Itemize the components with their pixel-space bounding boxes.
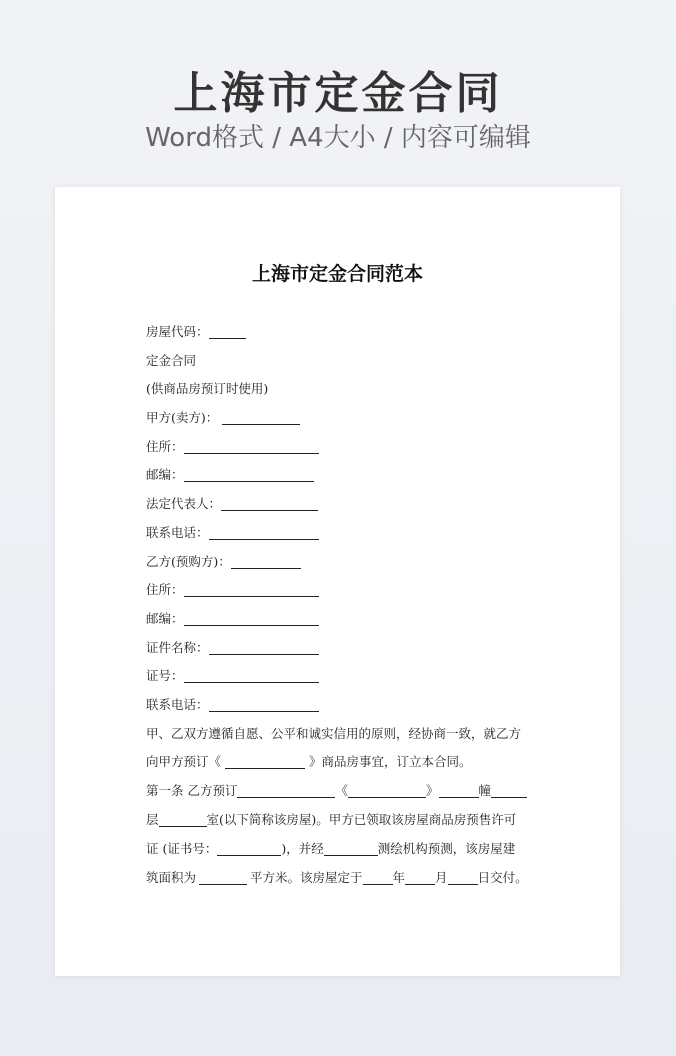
- clause-text: 日交付。: [477, 869, 528, 885]
- clause-text: 平方米。该房屋定于: [250, 869, 363, 885]
- clause-line: [146, 864, 546, 893]
- fill-blank[interactable]: [221, 495, 318, 511]
- clause-line: [146, 777, 546, 806]
- fill-blank[interactable]: [222, 409, 300, 425]
- field-line: [146, 404, 546, 433]
- clause-text: 年: [392, 869, 406, 885]
- field-label: 定金合同: [146, 352, 197, 368]
- clause-text: 》: [426, 783, 439, 799]
- document-page: [55, 187, 620, 976]
- fill-blank[interactable]: [199, 869, 247, 885]
- document-title: 上海市定金合同范本: [251, 263, 423, 285]
- fill-blank[interactable]: [231, 553, 301, 569]
- fill-blank[interactable]: [184, 667, 319, 683]
- page-subtitle: Word格式 / A4大小 / 内容可编辑: [145, 123, 531, 153]
- fill-blank[interactable]: [209, 696, 319, 712]
- paragraph-line: [146, 720, 546, 749]
- paragraph-line: [146, 748, 546, 777]
- field-line: [146, 548, 546, 577]
- fill-blank[interactable]: [184, 610, 319, 626]
- clause-line: [146, 835, 546, 864]
- clause-text: 测绘机构预测，该房屋建: [377, 840, 516, 856]
- field-line: [146, 461, 546, 490]
- field-label: 甲方(卖方)：: [146, 410, 219, 426]
- clause-line: [146, 806, 546, 835]
- fill-blank[interactable]: [184, 466, 314, 482]
- page-title: 上海市定金合同: [173, 68, 503, 119]
- fill-blank[interactable]: [405, 869, 435, 885]
- field-label: 乙方(预购方)：: [146, 553, 231, 569]
- fill-blank[interactable]: [225, 753, 305, 769]
- fill-blank[interactable]: [348, 782, 426, 798]
- fill-blank[interactable]: [184, 438, 319, 454]
- fill-blank[interactable]: [209, 323, 246, 339]
- fill-blank[interactable]: [159, 811, 207, 827]
- clause-text: 《: [335, 783, 348, 799]
- field-label: 联系电话：: [146, 524, 209, 540]
- field-line: [146, 576, 546, 605]
- fill-blank[interactable]: [184, 581, 319, 597]
- field-label: 房屋代码：: [146, 324, 209, 339]
- clause-text: 室(以下简称该房屋)。甲方已领取该房屋商品房预售许可: [206, 812, 517, 828]
- field-line: [146, 519, 546, 548]
- fill-blank[interactable]: [439, 782, 479, 798]
- field-label: 邮编：: [146, 467, 184, 483]
- field-label: 证件名称：: [146, 639, 209, 655]
- field-line: [146, 433, 546, 462]
- field-line: [146, 490, 546, 519]
- field-label: 联系电话：: [146, 696, 209, 712]
- field-label: 邮编：: [146, 610, 184, 626]
- field-line: [146, 318, 546, 347]
- clause-text: 证 (证书号：: [146, 840, 218, 856]
- field-label: 住所：: [146, 438, 184, 454]
- fill-blank[interactable]: [363, 869, 393, 885]
- field-label: 法定代表人：: [146, 496, 222, 512]
- clause-text: 层: [146, 812, 159, 828]
- field-line: [146, 347, 546, 376]
- paragraph-text: 》商品房事宜，订立本合同。: [309, 754, 472, 770]
- fill-blank[interactable]: [217, 840, 281, 856]
- fill-blank[interactable]: [237, 782, 335, 798]
- field-line: [146, 605, 546, 634]
- field-line: [146, 662, 546, 691]
- fill-blank[interactable]: [324, 840, 378, 856]
- field-line: [146, 634, 546, 663]
- field-label: (供商品房预订时使用): [146, 381, 269, 397]
- clause-text: 筑面积为: [146, 869, 197, 885]
- clause-text: )，并经: [281, 840, 324, 856]
- clause-text: 第一条 乙方预订: [146, 783, 238, 799]
- fill-blank[interactable]: [491, 782, 527, 798]
- field-label: 住所：: [146, 582, 184, 598]
- document-body: [146, 318, 546, 892]
- fill-blank[interactable]: [448, 869, 478, 885]
- field-line: [146, 375, 546, 404]
- fill-blank[interactable]: [209, 639, 319, 655]
- field-line: [146, 691, 546, 720]
- field-label: 证号：: [146, 668, 184, 684]
- paragraph-text: 向甲方预订《: [146, 754, 222, 770]
- clause-text: 月: [435, 869, 448, 885]
- clause-text: 幢: [478, 783, 492, 799]
- fill-blank[interactable]: [209, 524, 319, 540]
- paragraph-text: 甲、乙双方遵循自愿、公平和诚实信用的原则，经协商一致，就乙方: [146, 725, 522, 741]
